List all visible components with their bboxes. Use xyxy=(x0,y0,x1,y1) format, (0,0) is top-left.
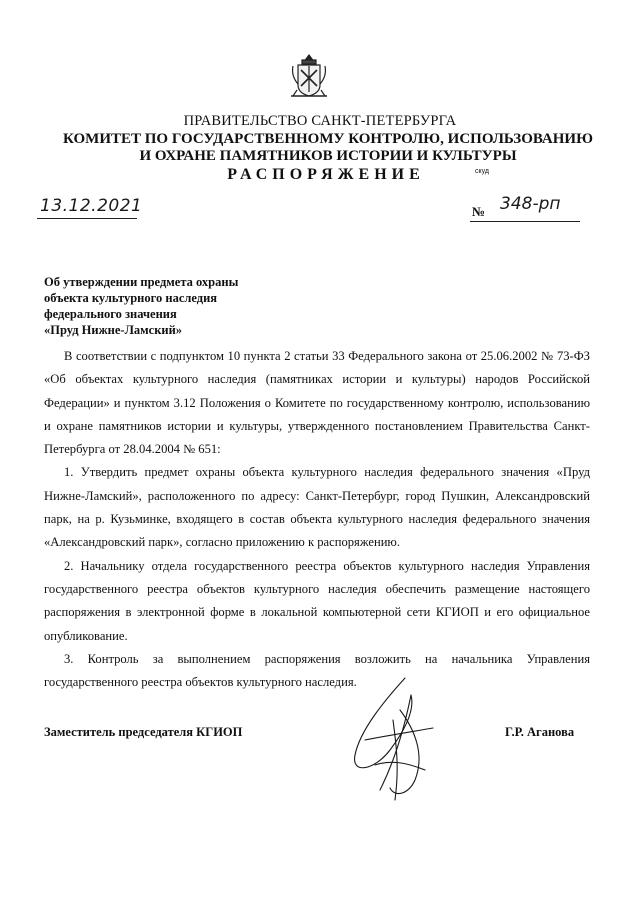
subject-line: Об утверждении предмета охраны xyxy=(44,275,239,289)
subject-line: объекта культурного наследия xyxy=(44,291,218,305)
committee-title-line2: И ОХРАНЕ ПАМЯТНИКОВ ИСТОРИИ И КУЛЬТУРЫ xyxy=(139,148,517,164)
number-underline xyxy=(470,221,580,222)
document-date: 13.12.2021 xyxy=(40,196,143,216)
subject-line: «Пруд Нижне-Ламский» xyxy=(44,323,183,337)
signatory-name: Г.Р. Аганова xyxy=(505,725,575,739)
government-title: ПРАВИТЕЛЬСТВО САНКТ-ПЕТЕРБУРГА xyxy=(183,113,457,129)
number-label: № xyxy=(472,204,486,219)
coat-of-arms-emblem xyxy=(289,52,329,100)
preamble-paragraph: В соответствии с подпунктом 10 пункта 2 статьи 33 Федерального закона от 25.06.2002 № 73-ФЗ «Об объектах культурного наследия (памятниках истории и культуры) народов Российской Федерации» и пунктом 3.12 Положения о Комитете по государственному контролю, использованию и охране памятников истории и культуры, утвержденного постановлением Правительства Санкт-Петербурга от 28.04.2004 № 651: xyxy=(44,349,590,457)
handwritten-signature xyxy=(345,670,440,805)
document-type: РАСПОРЯЖЕНИЕ xyxy=(227,166,425,183)
document-subject xyxy=(44,274,238,338)
document-number: 348-рп xyxy=(500,194,561,214)
signatory-role: Заместитель председателя КГИОП xyxy=(44,725,243,739)
document-body xyxy=(44,345,590,694)
item-3-paragraph: 3. Контроль за выполнением распоряжения возложить на начальника Управления государственного реестра объектов культурного наследия. xyxy=(44,651,590,690)
committee-title-line1: КОМИТЕТ ПО ГОСУДАРСТВЕННОМУ КОНТРОЛЮ, ИСПОЛЬЗОВАНИЮ xyxy=(63,131,593,147)
item-1-paragraph: 1. Утвердить предмет охраны объекта культурного наследия федерального значения «Пруд Нижне-Ламский», расположенного по адресу: Санкт-Петербург, город Пушкин, Александровский парк, на р. Кузьминке, входящего в состав объекта культурного наследия федерального значения «Александровский парк», согласно приложению к распоряжению. xyxy=(44,465,590,550)
subject-line: федерального значения xyxy=(44,307,177,321)
registry-mark: скуд xyxy=(475,168,489,175)
date-underline xyxy=(37,218,137,219)
item-2-paragraph: 2. Начальнику отдела государственного реестра объектов культурного наследия Управления государственного реестра объектов культурного наследия обеспечить размещение настоящего распоряжения в электронной форме в локальной компьютерной сети КГИОП и его официальное опубликование. xyxy=(44,558,590,643)
